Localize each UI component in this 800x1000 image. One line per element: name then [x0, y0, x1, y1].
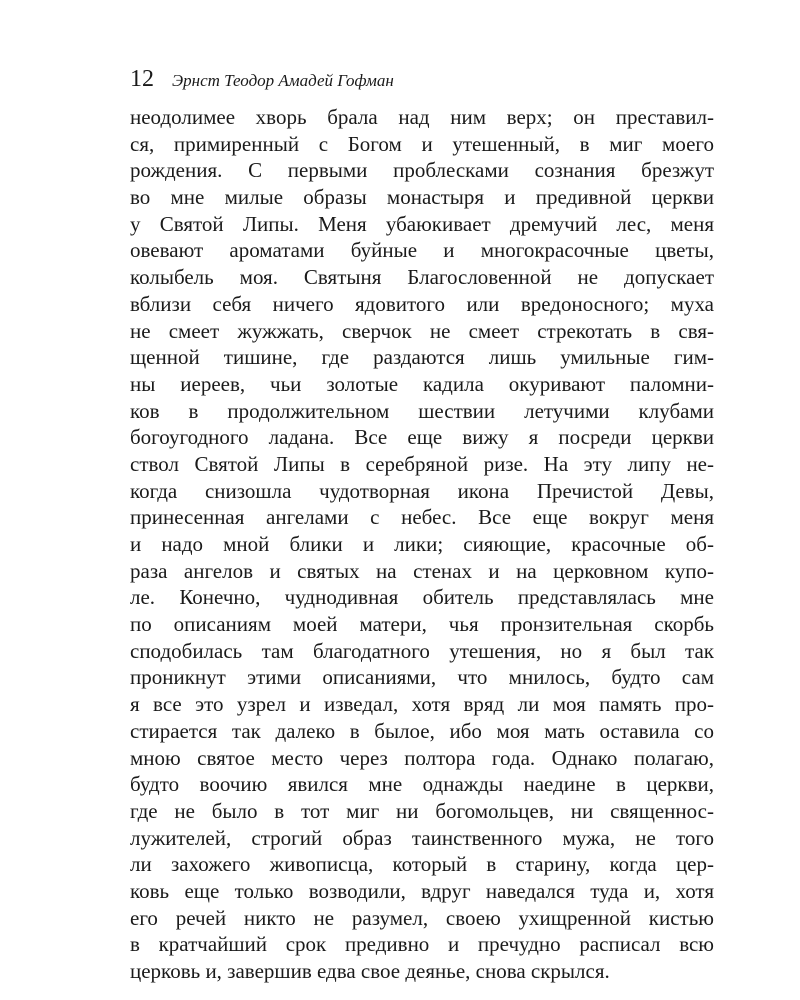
text-line: у Святой Липы. Меня убаюкивает дремучий лес, меня [130, 211, 714, 236]
text-line: стирается так далеко в былое, ибо моя мать оставила со [130, 718, 714, 743]
text-line: будто воочию явился мне однажды наедине в церкви, [130, 772, 714, 797]
text-line: ся, примиренный с Богом и утешенный, в миг моего [130, 131, 714, 156]
body-text [130, 104, 714, 985]
text-line: когда снизошла чудотворная икона Пречистой Девы, [130, 478, 714, 503]
text-line: ны иереев, чьи золотые кадила окуривают паломни- [130, 371, 714, 396]
text-line: колыбель моя. Святыня Благословенной не допускает [130, 265, 714, 290]
text-line: щенной тишине, где раздаются лишь умильные гим- [130, 345, 714, 370]
text-line: в кратчайший срок предивно и пречудно расписал всю [130, 932, 714, 957]
text-line: сподобилась там благодатного утешения, но я был так [130, 638, 714, 663]
text-line: я все это узрел и изведал, хотя вряд ли моя память про- [130, 692, 714, 717]
text-line: не смеет жужжать, сверчок не смеет стрекотать в свя- [130, 318, 714, 343]
running-head [130, 66, 690, 96]
text-line: неодолимее хворь брала над ним верх; он преставил- [130, 105, 714, 129]
text-line: богоугодного ладана. Все еще вижу я посреди церкви [130, 425, 714, 450]
text-line: овевают ароматами буйные и многокрасочные цветы, [130, 238, 714, 263]
text-line: ковь еще только возводили, вдруг наведался туда и, хотя [130, 878, 714, 903]
text-line: ли захожего живописца, который в старину, когда цер- [130, 852, 714, 877]
running-title: Эрнст Теодор Амадей Гофман [172, 71, 394, 90]
text-line: рождения. С первыми проблесками сознания брезжут [130, 158, 714, 183]
text-line: церковь и, завершив едва свое деянье, снова скрылся. [130, 959, 610, 983]
text-line: вблизи себя ничего ядовитого или вредоносного; муха [130, 291, 714, 316]
text-line: мною святое место через полтора года. Однако полагаю, [130, 745, 714, 770]
text-line: по описаниям моей матери, чья пронзительная скорбь [130, 612, 714, 637]
text-line: ков в продолжительном шествии летучими клубами [130, 398, 714, 423]
text-line: его речей никто не разумел, своею ухищренной кистью [130, 905, 714, 930]
text-line: и надо мной блики и лики; сияющие, красочные об- [130, 532, 714, 556]
text-line: раза ангелов и святых на стенах и на церковном купо- [130, 558, 714, 583]
text-line: где не было в тот миг ни богомольцев, ни священнос- [130, 798, 714, 823]
text-line: принесенная ангелами с небес. Все еще вокруг меня [130, 505, 714, 530]
text-line: ле. Конечно, чуднодивная обитель представлялась мне [130, 585, 714, 610]
page-number: 12 [130, 66, 154, 92]
text-line: ствол Святой Липы в серебряной ризе. На эту липу не- [130, 451, 714, 476]
text-line: во мне милые образы монастыря и предивной церкви [130, 185, 714, 210]
text-line: лужителей, строгий образ таинственного мужа, не того [130, 825, 714, 850]
text-line: проникнут этими описаниями, что мнилось, будто сам [130, 665, 714, 690]
